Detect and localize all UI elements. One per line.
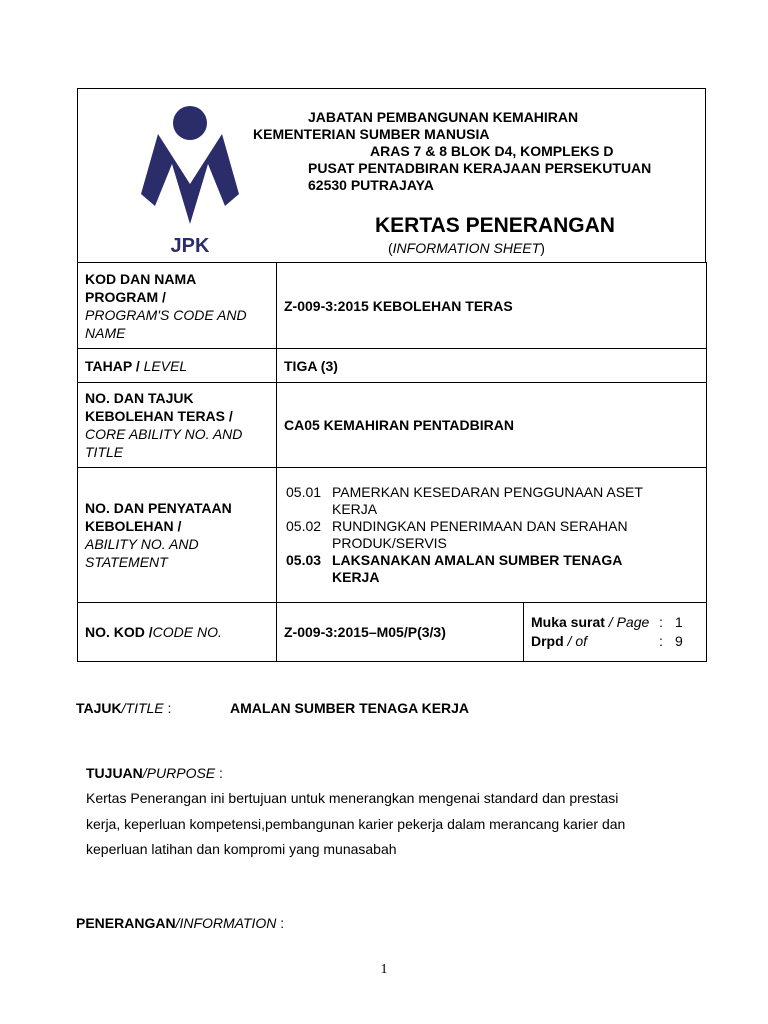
document-subtitle: (INFORMATION SHEET)	[388, 240, 545, 256]
logo-m-shape	[141, 134, 239, 224]
jpk-logo	[138, 104, 242, 256]
ability-statement: 05.01 PAMERKAN KESEDARAN PENGGUNAAN ASET KERJA	[286, 484, 643, 517]
ability-statements	[277, 468, 707, 603]
ministry-name: KEMENTERIAN SUMBER MANUSIA	[253, 126, 490, 142]
address-line-2: PUSAT PENTADBIRAN KERAJAAN PERSEKUTUAN	[308, 160, 652, 176]
core-ability-label: NO. DAN TAJUK KEBOLEHAN TERAS / CORE ABILITY NO. AND TITLE	[78, 383, 277, 468]
code-value: Z-009-3:2015–M05/P(3/3)	[277, 603, 524, 662]
ability-label: NO. DAN PENYATAAN KEBOLEHAN / ABILITY NO. AND STATEMENT	[78, 468, 277, 603]
footer-page-number: 1	[380, 962, 388, 977]
org-name: JABATAN PEMBANGUNAN KEMAHIRAN	[308, 109, 579, 125]
logo-circle	[173, 106, 207, 140]
purpose-text-line: keperluan latihan dan kompromi yang munasabah	[86, 841, 397, 857]
document-title: KERTAS PENERANGAN	[375, 214, 615, 237]
information-label: PENERANGAN/INFORMATION :	[76, 915, 285, 931]
purpose-text-line: Kertas Penerangan ini bertujuan untuk menerangkan mengenai standard dan prestasi	[86, 790, 619, 806]
program-value: Z-009-3:2015 KEBOLEHAN TERAS	[277, 263, 707, 349]
title-label: TAJUK/TITLE :	[76, 700, 172, 716]
total-pages: 9	[675, 633, 683, 649]
address-line-1: ARAS 7 & 8 BLOK D4, KOMPLEKS D	[370, 143, 614, 159]
code-row	[78, 603, 707, 662]
program-label: KOD DAN NAMA PROGRAM / PROGRAM'S CODE AND NAME	[78, 263, 277, 349]
level-row	[78, 349, 707, 383]
page-info: Muka surat / Page : 1 Drpd / of : 9	[524, 603, 707, 662]
level-value: TIGA (3)	[277, 349, 707, 383]
logo-text: JPK	[170, 235, 210, 256]
ability-statement: 05.02 RUNDINGKAN PENERIMAAN DAN SERAHAN PRODUK/SERVIS	[286, 518, 628, 551]
program-info-table	[77, 262, 707, 662]
ability-statement-current: 05.03 LAKSANAKAN AMALAN SUMBER TENAGA KERJA	[286, 552, 623, 585]
purpose-text-line: kerja, keperluan kompetensi,pembangunan karier pekerja dalam merancang karier dan	[86, 816, 626, 832]
code-label: NO. KOD /CODE NO.	[78, 603, 277, 662]
level-label: TAHAP / LEVEL	[78, 349, 277, 383]
purpose-label: TUJUAN/PURPOSE :	[86, 765, 223, 781]
page-number: 1	[675, 614, 683, 630]
title-value: AMALAN SUMBER TENAGA KERJA	[230, 700, 470, 716]
core-ability-value: CA05 KEMAHIRAN PENTADBIRAN	[277, 383, 707, 468]
address-line-3: 62530 PUTRAJAYA	[308, 177, 434, 193]
ability-row	[78, 468, 707, 603]
program-row	[78, 263, 707, 349]
core-ability-row	[78, 383, 707, 468]
